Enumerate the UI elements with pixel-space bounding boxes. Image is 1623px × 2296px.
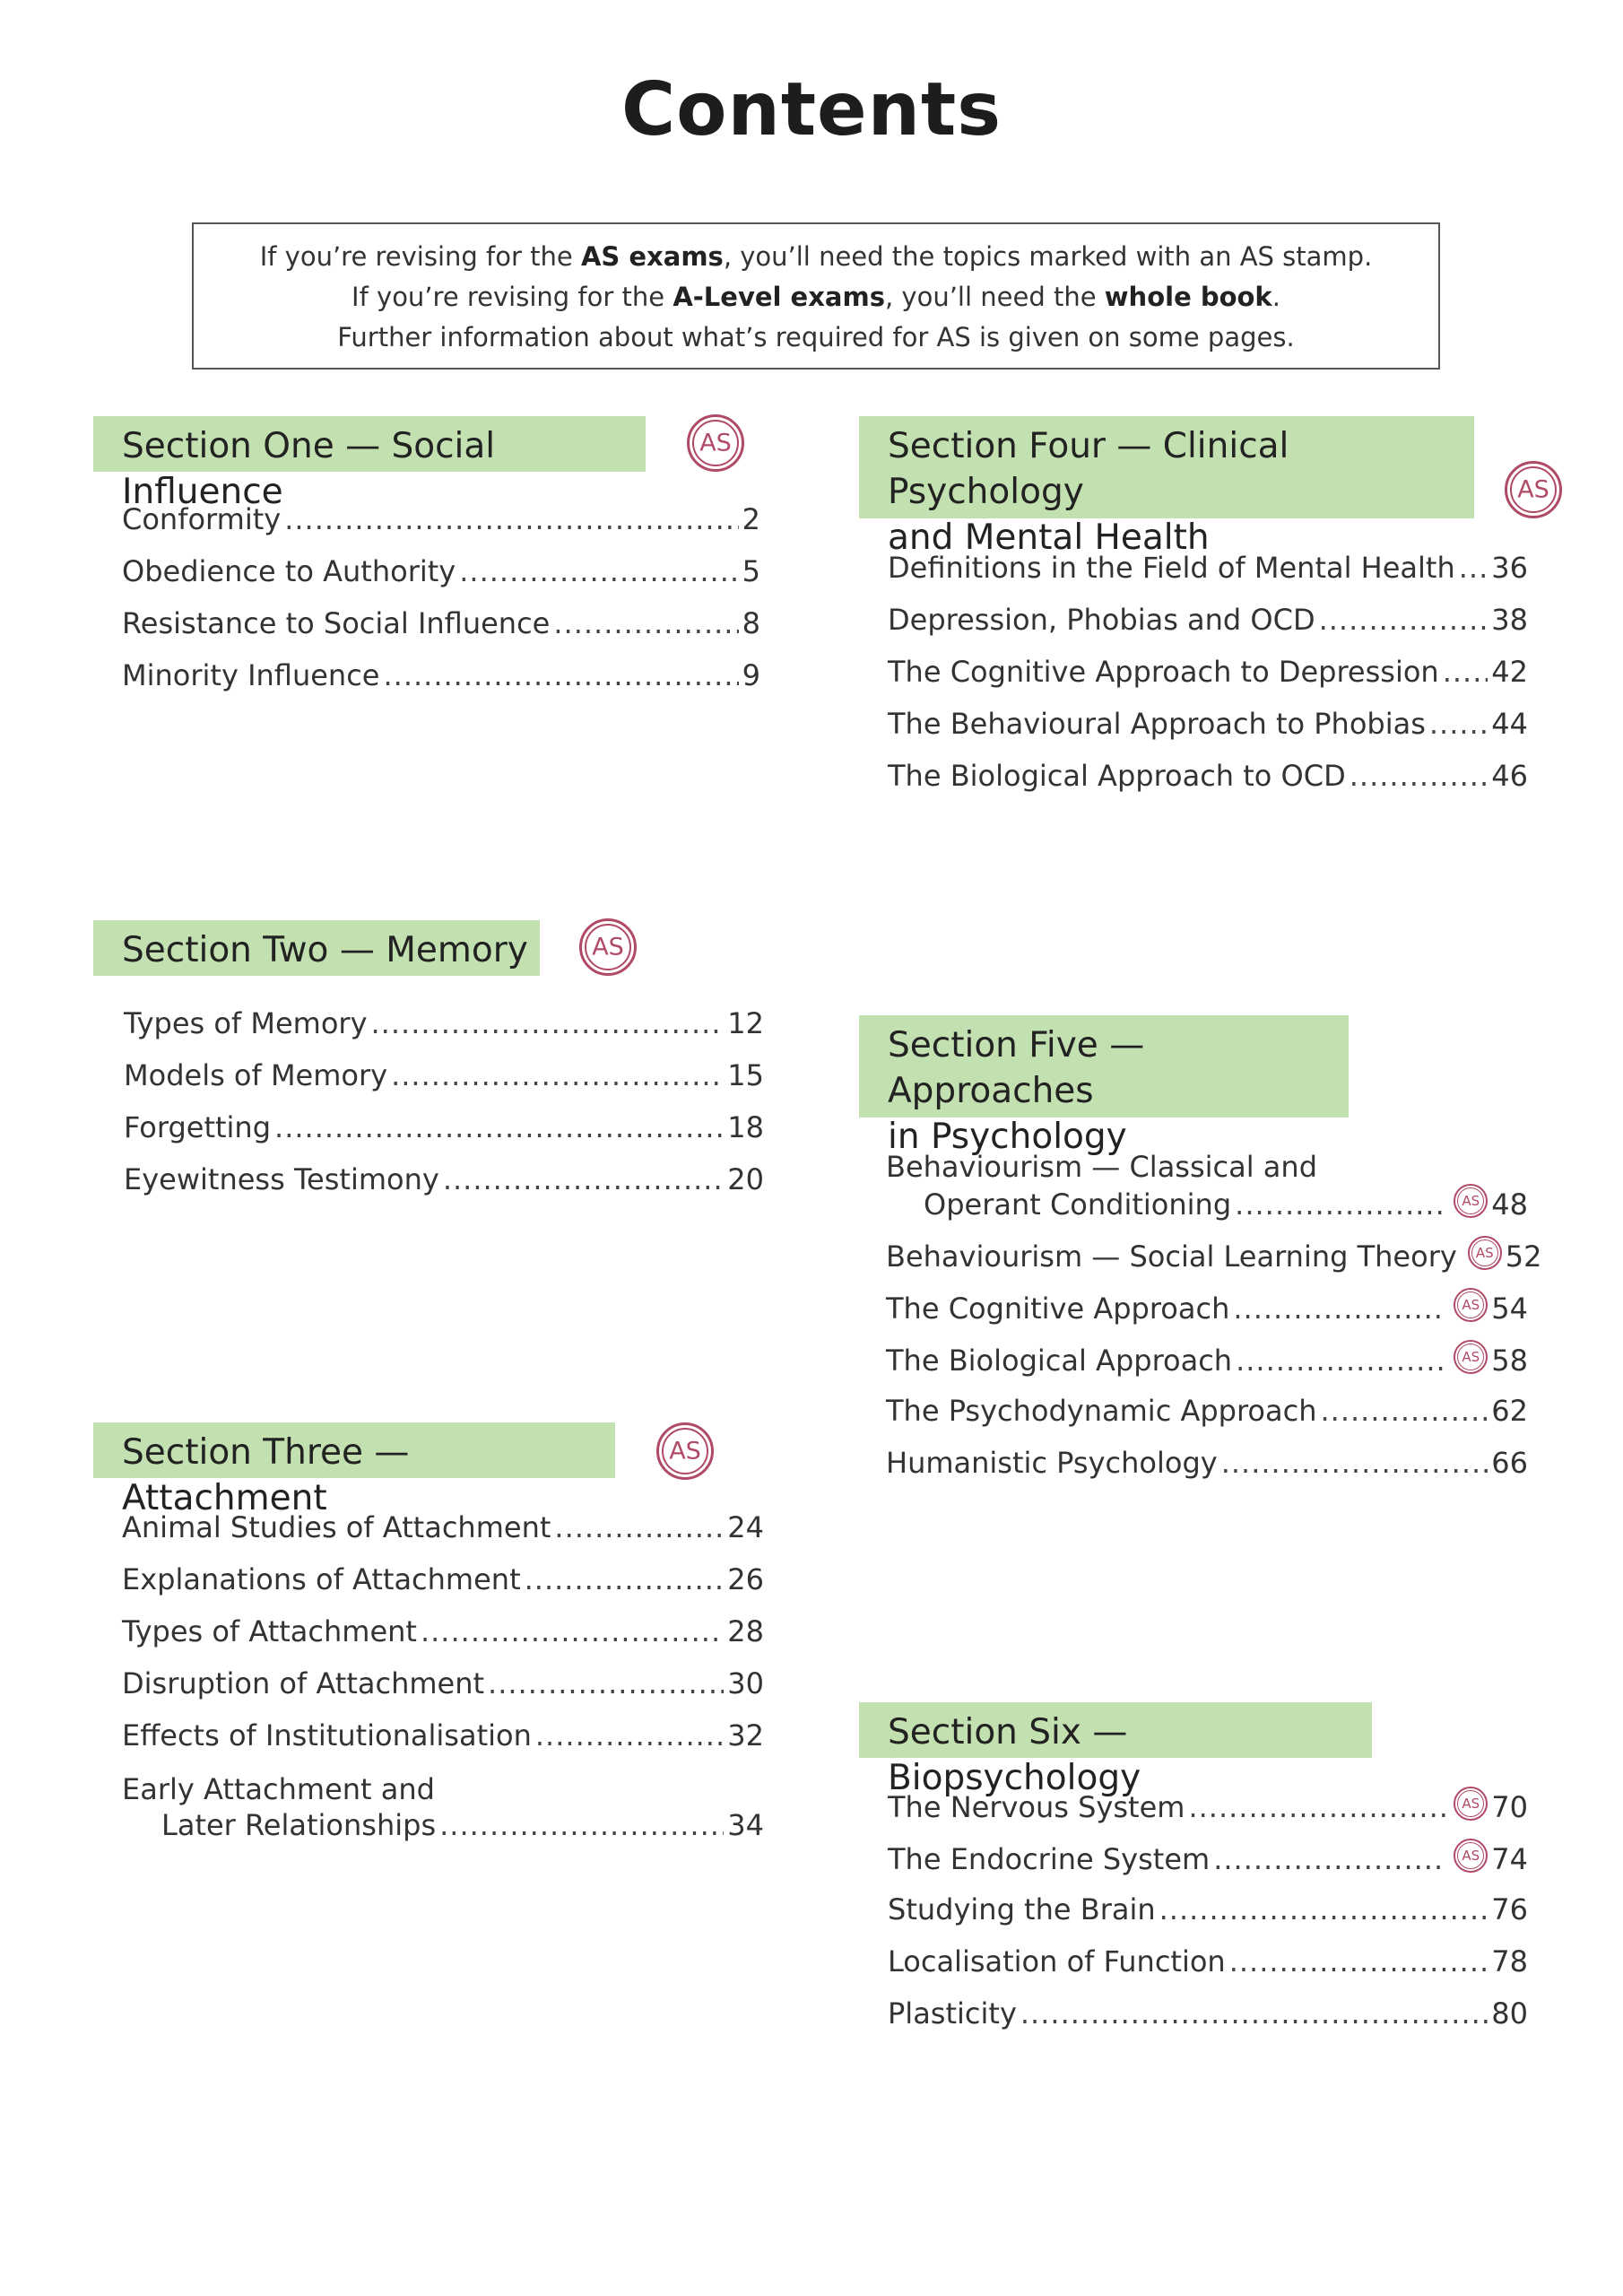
toc-entry[interactable]: Types of Memory ..... 12: [124, 1006, 764, 1046]
section-five-heading-line-2: in Psychology: [888, 1117, 1127, 1157]
section-one-heading: Section One — Social Influence: [93, 416, 646, 472]
toc-entry[interactable]: Obedience to Authority ..... 5: [122, 554, 760, 594]
toc-entry[interactable]: Eyewitness Testimony ..... 20: [124, 1162, 764, 1202]
section-four-heading-line-2: and Mental Health: [888, 517, 1210, 558]
toc-entry[interactable]: Forgetting ..... 18: [124, 1110, 764, 1150]
toc-entry-first-line: Early Attachment and: [122, 1772, 435, 1806]
toc-entry[interactable]: The Cognitive Approach ..... AS 54: [886, 1290, 1528, 1329]
as-stamp-icon: AS: [1454, 1787, 1488, 1821]
toc-entry[interactable]: Animal Studies of Attachment ..... 24: [122, 1510, 764, 1550]
toc-entry[interactable]: Models of Memory ..... 15: [124, 1058, 764, 1098]
section-four-heading: [859, 416, 1474, 558]
toc-entry[interactable]: Operant Conditioning ..... AS 48: [924, 1186, 1528, 1225]
section-four-heading-line-1: Section Four — Clinical Psychology: [888, 426, 1289, 512]
toc-entry[interactable]: Humanistic Psychology ..... 66: [886, 1446, 1528, 1485]
as-stamp-icon: AS: [687, 414, 744, 472]
toc-entry[interactable]: The Cognitive Approach to Depression ..... 42: [888, 655, 1528, 694]
toc-entry[interactable]: Resistance to Social Influence ..... 8: [122, 606, 760, 646]
toc-entry[interactable]: Explanations of Attachment ..... 26: [122, 1562, 764, 1602]
toc-entry[interactable]: Effects of Institutionalisation ..... 32: [122, 1718, 764, 1758]
toc-entry[interactable]: The Psychodynamic Approach ..... 62: [886, 1394, 1528, 1433]
section-six-heading: Section Six — Biopsychology: [859, 1702, 1372, 1758]
section-five-heading: [859, 1015, 1349, 1157]
toc-entry[interactable]: Studying the Brain ..... 76: [888, 1892, 1528, 1932]
as-stamp-icon: AS: [1454, 1288, 1488, 1322]
as-stamp-icon: AS: [1454, 1340, 1488, 1374]
toc-entry[interactable]: Disruption of Attachment ..... 30: [122, 1666, 764, 1706]
page-title: Contents: [621, 67, 1002, 152]
toc-entry[interactable]: The Endocrine System ..... AS 74: [888, 1840, 1528, 1880]
toc-entry[interactable]: Minority Influence ..... 9: [122, 658, 760, 698]
toc-entry[interactable]: Depression, Phobias and OCD ..... 38: [888, 603, 1528, 642]
toc-entry-first-line: Behaviourism — Classical and: [886, 1150, 1317, 1184]
toc-entry[interactable]: Types of Attachment ..... 28: [122, 1614, 764, 1654]
notice-line-3: Further information about what’s required for AS is given on some pages.: [337, 322, 1295, 352]
toc-entry[interactable]: Definitions in the Field of Mental Health ..... 36: [888, 551, 1528, 590]
as-stamp-icon: AS: [1505, 461, 1562, 518]
section-five-heading-line-1: Section Five — Approaches: [888, 1025, 1145, 1111]
notice-line-1: If you’re revising for the AS exams, you’ll need the topics marked with an AS stamp.: [259, 241, 1373, 272]
toc-entry[interactable]: Localisation of Function ..... 78: [888, 1944, 1528, 1984]
section-three-heading: Section Three — Attachment: [93, 1422, 615, 1478]
as-notice-box: [192, 222, 1440, 370]
as-stamp-icon: AS: [1454, 1839, 1488, 1873]
toc-entry[interactable]: The Nervous System ..... AS 70: [888, 1788, 1528, 1828]
toc-entry[interactable]: Plasticity ..... 80: [888, 1996, 1528, 2036]
toc-entry[interactable]: Later Relationships ..... 34: [161, 1808, 764, 1848]
as-stamp-icon: AS: [656, 1422, 714, 1480]
toc-entry[interactable]: Behaviourism — Social Learning Theory AS 52: [886, 1238, 1528, 1277]
as-stamp-icon: AS: [1454, 1184, 1488, 1218]
toc-entry[interactable]: Conformity ..... 2: [122, 502, 760, 542]
toc-entry[interactable]: The Behavioural Approach to Phobias ..... 44: [888, 707, 1528, 746]
section-two-heading: Section Two — Memory: [93, 920, 540, 976]
as-stamp-icon: AS: [579, 918, 637, 976]
toc-entry[interactable]: The Biological Approach to OCD ..... 46: [888, 759, 1528, 798]
as-stamp-icon: AS: [1468, 1236, 1502, 1270]
toc-entry[interactable]: The Biological Approach ..... AS 58: [886, 1342, 1528, 1381]
notice-line-2: If you’re revising for the A-Level exams, you’ll need the whole book.: [352, 282, 1280, 312]
